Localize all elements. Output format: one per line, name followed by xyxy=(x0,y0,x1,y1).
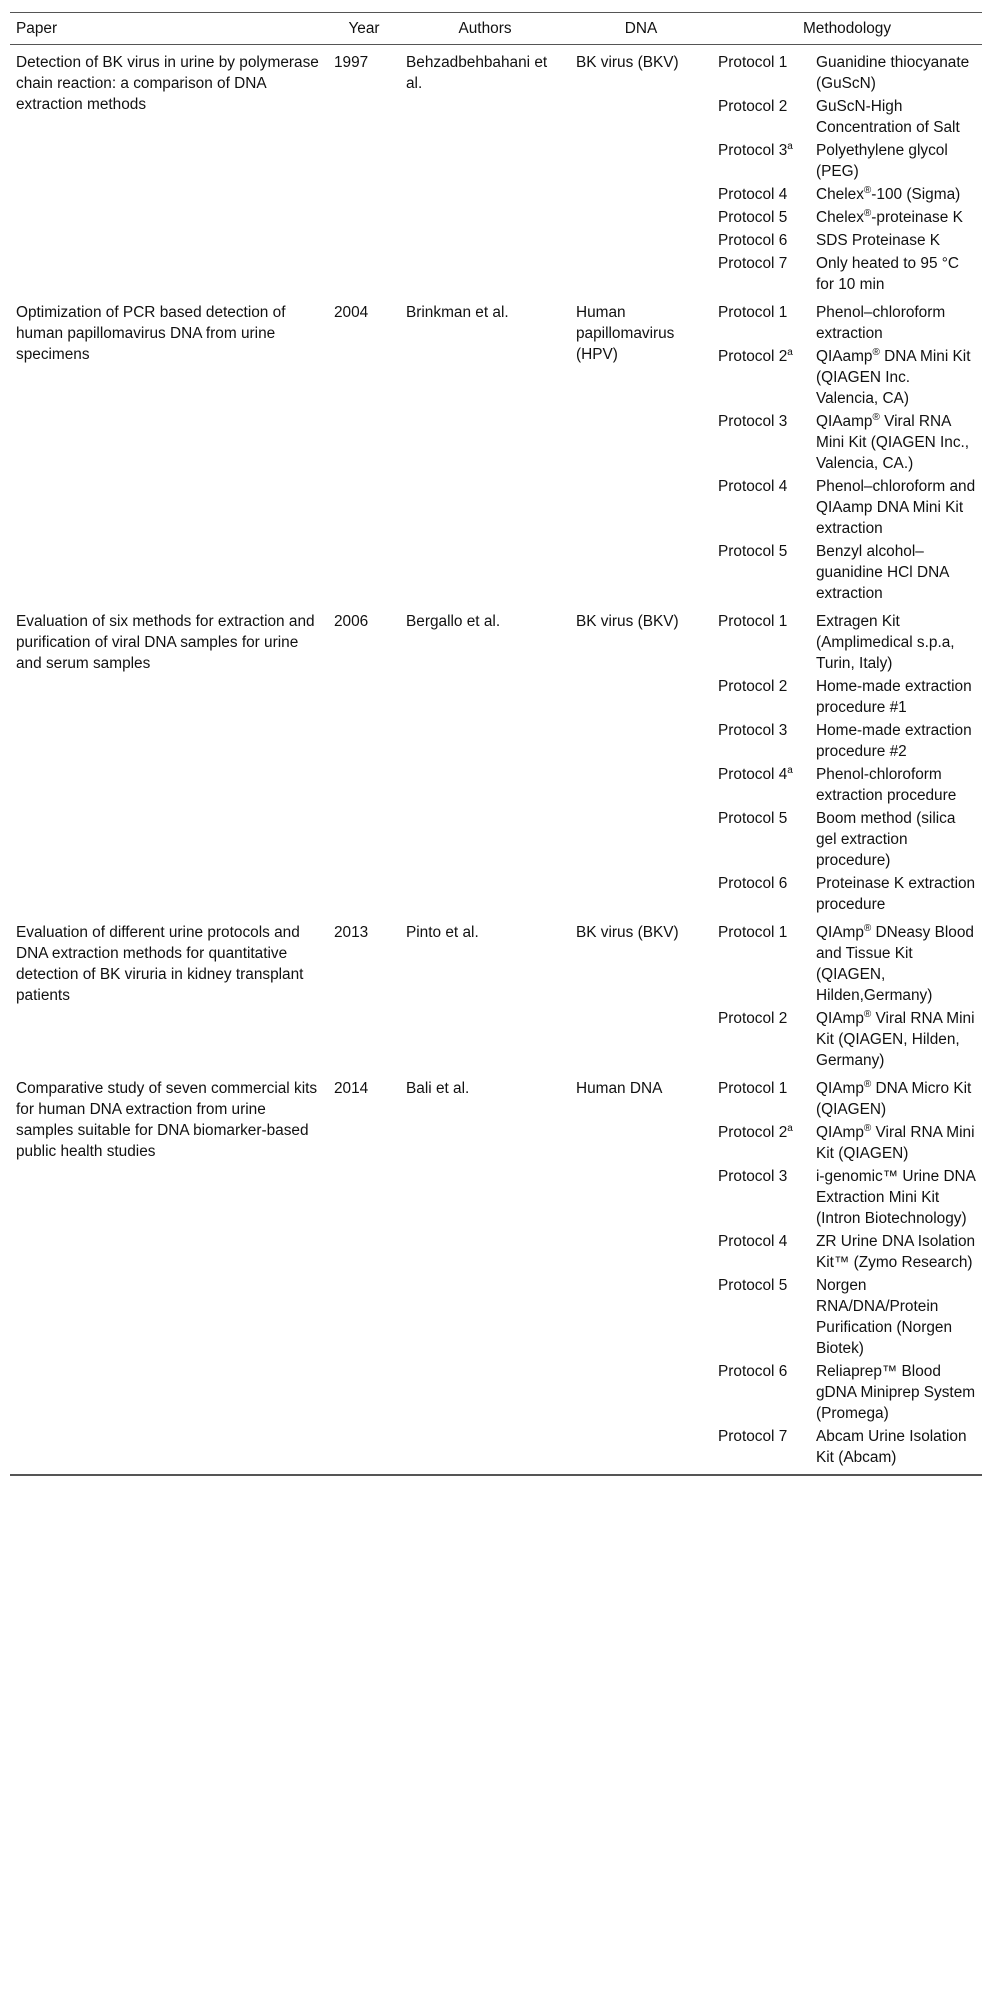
protocol-label-cell xyxy=(712,251,810,295)
protocol-label: Protocol 5 xyxy=(718,810,788,827)
protocol-method-cell: Phenol–chloroform extraction xyxy=(816,304,946,342)
protocol-label: Protocol 5 xyxy=(718,209,788,226)
table-row xyxy=(10,915,982,1006)
dna-cell: Human papillomavirus (HPV) xyxy=(576,304,675,363)
protocol-label-cell xyxy=(712,409,810,474)
protocol-method-cell: Only heated to 95 °C for 10 min xyxy=(816,255,960,293)
header-year: Year xyxy=(328,13,400,45)
protocol-method-cell: Chelex®-proteinase K xyxy=(816,207,963,226)
protocol-label-cell xyxy=(712,45,810,95)
protocol-label-cell xyxy=(712,474,810,539)
footnote-marker: a xyxy=(787,346,793,358)
footnote-marker: a xyxy=(787,140,793,152)
comparison-table-wrapper xyxy=(10,12,982,1476)
protocol-label-cell xyxy=(712,295,810,344)
protocol-method-cell: Polyethylene glycol (PEG) xyxy=(816,142,948,180)
protocol-label-cell xyxy=(712,1424,810,1475)
protocol-method-cell: SDS Proteinase K xyxy=(816,232,941,249)
protocol-label: Protocol 3 xyxy=(718,142,788,159)
table-row xyxy=(10,1071,982,1120)
protocol-method-cell: Abcam Urine Isolation Kit (Abcam) xyxy=(810,1424,982,1475)
protocol-method-cell: GuScN-High Concentration of Salt xyxy=(816,98,960,136)
protocol-label-cell xyxy=(712,344,810,409)
protocol-label-cell xyxy=(712,205,810,228)
protocol-label: Protocol 2 xyxy=(718,1010,788,1027)
protocol-label-cell xyxy=(712,228,810,251)
dna-cell: BK virus (BKV) xyxy=(576,924,679,941)
protocol-label: Protocol 3 xyxy=(718,413,788,430)
table-body xyxy=(10,45,982,1476)
header-paper: Paper xyxy=(10,13,328,45)
protocol-method-cell: ZR Urine DNA Isolation Kit™ (Zymo Research) xyxy=(816,1233,976,1271)
protocol-method-cell: Proteinase K extraction procedure xyxy=(816,875,976,913)
protocol-label: Protocol 7 xyxy=(718,255,788,272)
protocol-label-cell xyxy=(712,871,810,915)
protocol-method-cell: i-genomic™ Urine DNA Extraction Mini Kit (Intron Biotechnology) xyxy=(816,1168,976,1227)
protocol-method-cell: QIAamp® Viral RNA Mini Kit (QIAGEN Inc., Valencia, CA.) xyxy=(816,411,970,472)
dna-cell: BK virus (BKV) xyxy=(576,613,679,630)
protocol-label: Protocol 1 xyxy=(718,924,788,941)
protocol-label: Protocol 1 xyxy=(718,304,788,321)
protocol-label: Protocol 2 xyxy=(718,348,788,365)
protocol-label: Protocol 6 xyxy=(718,1363,788,1380)
authors-cell: Bali et al. xyxy=(400,1071,570,1475)
protocol-label-cell xyxy=(712,674,810,718)
table-row xyxy=(10,604,982,674)
protocol-label: Protocol 1 xyxy=(718,613,788,630)
protocol-label: Protocol 2 xyxy=(718,98,788,115)
protocol-method-cell: Chelex®-100 (Sigma) xyxy=(816,184,961,203)
table-header-row xyxy=(10,13,982,45)
protocol-label-cell xyxy=(712,539,810,604)
protocol-method-cell: Boom method (silica gel extraction procedure) xyxy=(816,810,956,869)
dna-cell: BK virus (BKV) xyxy=(576,54,679,71)
protocol-label-cell xyxy=(712,718,810,762)
protocol-label: Protocol 2 xyxy=(718,1124,788,1141)
protocol-method-cell: QIAmp® DNeasy Blood and Tissue Kit (QIAGEN, Hilden,Germany) xyxy=(816,922,974,1004)
protocol-method-cell: Home-made extraction procedure #2 xyxy=(816,722,972,760)
protocol-label: Protocol 5 xyxy=(718,543,788,560)
protocol-label: Protocol 6 xyxy=(718,875,788,892)
protocol-method-cell: Phenol-chloroform extraction procedure xyxy=(816,766,957,804)
protocol-method-cell: Extragen Kit (Amplimedical s.p.a, Turin, Italy) xyxy=(816,613,955,672)
protocol-label: Protocol 1 xyxy=(718,54,788,71)
protocol-label-cell xyxy=(712,1273,810,1359)
protocol-label: Protocol 3 xyxy=(718,722,788,739)
year-cell: 1997 xyxy=(334,54,369,71)
protocol-method-cell: QIAmp® DNA Micro Kit (QIAGEN) xyxy=(816,1078,972,1118)
protocol-method-cell: QIAamp® DNA Mini Kit (QIAGEN Inc. Valencia, CA) xyxy=(816,346,971,407)
header-methodology: Methodology xyxy=(712,13,982,45)
protocol-method-cell: Norgen RNA/DNA/Protein Purification (Norgen Biotek) xyxy=(816,1277,953,1357)
authors-cell: Brinkman et al. xyxy=(406,304,509,321)
protocol-label-cell xyxy=(712,1359,810,1424)
protocol-label: Protocol 6 xyxy=(718,232,788,249)
authors-cell: Behzadbehbahani et al. xyxy=(406,54,548,92)
protocol-method-cell: QIAmp® Viral RNA Mini Kit (QIAGEN) xyxy=(816,1122,975,1162)
protocol-label-cell xyxy=(712,94,810,138)
protocol-label-cell xyxy=(712,1120,810,1164)
protocol-label: Protocol 4 xyxy=(718,478,788,495)
paper-title-cell: Optimization of PCR based detection of human papillomavirus DNA from urine specimens xyxy=(16,304,286,363)
dna-extraction-table xyxy=(10,12,982,1476)
protocol-label: Protocol 4 xyxy=(718,766,788,783)
protocol-label-cell xyxy=(712,806,810,871)
year-cell: 2013 xyxy=(334,924,369,941)
header-dna: DNA xyxy=(570,13,712,45)
protocol-label-cell xyxy=(712,1071,810,1120)
protocol-label-cell xyxy=(712,1229,810,1273)
protocol-method-cell: Home-made extraction procedure #1 xyxy=(816,678,972,716)
footnote-marker: a xyxy=(787,764,793,776)
year-cell: 2014 xyxy=(328,1071,400,1475)
authors-cell: Bergallo et al. xyxy=(406,613,501,630)
protocol-label-cell xyxy=(712,1006,810,1071)
dna-cell: Human DNA xyxy=(570,1071,712,1475)
protocol-label: Protocol 4 xyxy=(718,186,788,203)
authors-cell: Pinto et al. xyxy=(406,924,479,941)
paper-title-cell: Detection of BK virus in urine by polymerase chain reaction: a comparison of DNA extraction methods xyxy=(16,54,319,113)
paper-title-cell: Evaluation of different urine protocols and DNA extraction methods for quantitative detection of BK viruria in kidney transplant patients xyxy=(16,924,304,1004)
table-row xyxy=(10,45,982,95)
paper-title-cell: Evaluation of six methods for extraction and purification of viral DNA samples for urine and serum samples xyxy=(16,613,315,672)
protocol-label: Protocol 4 xyxy=(718,1233,788,1250)
protocol-method-cell: Guanidine thiocyanate (GuScN) xyxy=(816,54,970,92)
protocol-method-cell: Reliaprep™ Blood gDNA Miniprep System (Promega) xyxy=(816,1363,976,1422)
protocol-label: Protocol 3 xyxy=(718,1168,788,1185)
table-row xyxy=(10,295,982,344)
protocol-method-cell: Phenol–chloroform and QIAamp DNA Mini Kit extraction xyxy=(816,478,976,537)
protocol-label-cell xyxy=(712,915,810,1006)
protocol-label: Protocol 1 xyxy=(718,1080,788,1097)
paper-title-cell: Comparative study of seven commercial kits for human DNA extraction from urine samples suitable for DNA biomarker-based public health studies xyxy=(10,1071,328,1475)
protocol-label-cell xyxy=(712,138,810,182)
protocol-label: Protocol 2 xyxy=(718,678,788,695)
protocol-label-cell xyxy=(712,604,810,674)
protocol-label-cell xyxy=(712,762,810,806)
header-authors: Authors xyxy=(400,13,570,45)
protocol-method-cell: QIAmp® Viral RNA Mini Kit (QIAGEN, Hilden, Germany) xyxy=(816,1008,975,1069)
protocol-method-cell: Benzyl alcohol–guanidine HCl DNA extraction xyxy=(816,543,949,602)
protocol-label: Protocol 5 xyxy=(718,1277,788,1294)
footnote-marker: a xyxy=(787,1122,793,1134)
year-cell: 2004 xyxy=(334,304,369,321)
protocol-label: Protocol 7 xyxy=(718,1428,788,1445)
protocol-label-cell xyxy=(712,1164,810,1229)
protocol-label-cell xyxy=(712,182,810,205)
year-cell: 2006 xyxy=(334,613,369,630)
